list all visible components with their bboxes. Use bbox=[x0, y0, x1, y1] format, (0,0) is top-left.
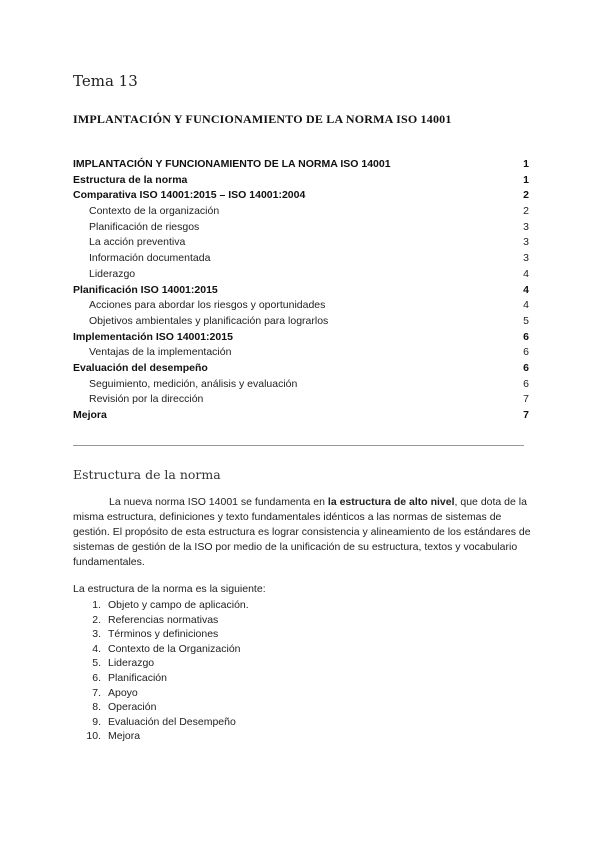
list-item bbox=[73, 671, 249, 686]
structure-list bbox=[73, 598, 249, 744]
toc-entry[interactable] bbox=[73, 188, 529, 204]
list-item-number: 2. bbox=[92, 613, 101, 626]
list-item-number: 9. bbox=[92, 715, 101, 728]
toc-entry-page: 4 bbox=[523, 267, 529, 280]
list-item-number: 4. bbox=[92, 642, 101, 655]
toc-entry[interactable] bbox=[73, 361, 529, 377]
list-item-number: 6. bbox=[92, 671, 101, 684]
toc-entry-page: 7 bbox=[523, 393, 529, 406]
list-item-text: Mejora bbox=[108, 730, 141, 743]
list-item bbox=[73, 613, 249, 628]
toc-entry[interactable] bbox=[73, 283, 529, 299]
paragraph-bold-text: la estructura de alto nivel bbox=[327, 496, 455, 508]
toc-entry-page: 4 bbox=[523, 299, 529, 312]
toc-entry-title: Acciones para abordar los riesgos y oportunidades bbox=[89, 299, 326, 312]
paragraph-text-start: La nueva norma ISO 14001 se fundamenta en bbox=[109, 496, 328, 508]
list-item bbox=[73, 642, 249, 657]
section-divider bbox=[73, 445, 524, 446]
list-item-number: 5. bbox=[92, 657, 101, 670]
toc-entry[interactable] bbox=[73, 330, 529, 346]
list-item bbox=[73, 729, 249, 744]
list-item bbox=[73, 627, 249, 642]
toc-entry[interactable] bbox=[73, 408, 529, 424]
list-item-text: Contexto de la Organización bbox=[108, 642, 241, 655]
toc-entry-page: 5 bbox=[523, 314, 529, 327]
chapter-label: Tema 13 bbox=[73, 72, 138, 90]
toc-entry[interactable] bbox=[73, 173, 529, 189]
toc-entry-page: 6 bbox=[523, 361, 529, 374]
toc-entry-page: 4 bbox=[523, 283, 529, 296]
list-item-number: 8. bbox=[92, 701, 101, 714]
document-title: IMPLANTACIÓN Y FUNCIONAMIENTO DE LA NORMA ISO 14001 bbox=[73, 112, 452, 126]
toc-entry[interactable] bbox=[73, 377, 529, 393]
toc-entry-page: 6 bbox=[523, 330, 529, 343]
intro-paragraph bbox=[73, 495, 535, 570]
toc-entry-page: 1 bbox=[523, 173, 529, 186]
toc-entry-title: IMPLANTACIÓN Y FUNCIONAMIENTO DE LA NORMA ISO 14001 bbox=[73, 158, 391, 170]
paragraph-text-end: , que dota de la misma estructura, definiciones y texto fundamentales idénticos a las normas de sistemas de gestión. El propósito de esta estructura es lograr consistencia y alineamiento de los estándares de sistemas de gestión de la ISO por medio de la unificación de su estructura, textos y vocabulario fundamentales. bbox=[73, 496, 531, 568]
toc-entry[interactable] bbox=[73, 157, 529, 173]
toc-entry-page: 3 bbox=[523, 236, 529, 249]
toc-entry-title: Mejora bbox=[73, 409, 107, 421]
section-heading: Estructura de la norma bbox=[73, 467, 221, 482]
table-of-contents bbox=[73, 157, 529, 424]
toc-entry-title: Información documentada bbox=[89, 252, 211, 265]
toc-entry-page: 3 bbox=[523, 252, 529, 265]
toc-entry-title: Planificación de riesgos bbox=[89, 220, 200, 233]
list-item-text: Objeto y campo de aplicación. bbox=[108, 599, 249, 611]
toc-entry-page: 2 bbox=[523, 189, 529, 202]
toc-entry[interactable] bbox=[73, 345, 529, 361]
toc-entry-title: Seguimiento, medición, análisis y evaluación bbox=[89, 377, 298, 390]
list-item-text: Operación bbox=[108, 701, 157, 714]
list-item-text: Evaluación del Desempeño bbox=[108, 715, 236, 728]
list-item bbox=[73, 598, 249, 613]
toc-entry-page: 7 bbox=[523, 409, 529, 421]
toc-entry-page: 2 bbox=[523, 205, 529, 218]
list-item-text: Referencias normativas bbox=[108, 613, 219, 626]
toc-entry[interactable] bbox=[73, 251, 529, 267]
list-item-number: 7. bbox=[92, 686, 101, 699]
toc-entry-page: 3 bbox=[523, 220, 529, 233]
toc-entry-title: Liderazgo bbox=[89, 267, 136, 280]
list-item-text: Términos y definiciones bbox=[108, 628, 219, 641]
list-item bbox=[73, 700, 249, 715]
toc-entry[interactable] bbox=[73, 392, 529, 408]
list-item bbox=[73, 656, 249, 671]
toc-entry[interactable] bbox=[73, 235, 529, 251]
list-item-number: 1. bbox=[92, 599, 101, 611]
list-intro: La estructura de la norma es la siguiente: bbox=[73, 583, 266, 595]
toc-entry[interactable] bbox=[73, 204, 529, 220]
toc-entry[interactable] bbox=[73, 220, 529, 236]
toc-entry-title: Ventajas de la implementación bbox=[89, 346, 232, 359]
list-item bbox=[73, 686, 249, 701]
toc-entry-title: Contexto de la organización bbox=[89, 205, 220, 218]
toc-entry-title: Evaluación del desempeño bbox=[73, 361, 208, 374]
list-item-number: 10. bbox=[86, 730, 101, 743]
toc-entry[interactable] bbox=[73, 314, 529, 330]
toc-entry[interactable] bbox=[73, 267, 529, 283]
toc-entry-title: Comparativa ISO 14001:2015 – ISO 14001:2004 bbox=[73, 189, 306, 202]
toc-entry[interactable] bbox=[73, 298, 529, 314]
toc-entry-page: 6 bbox=[523, 377, 529, 390]
list-item-text: Planificación bbox=[108, 671, 167, 684]
list-item-number: 3. bbox=[92, 628, 101, 641]
toc-entry-title: Estructura de la norma bbox=[73, 173, 188, 186]
list-item bbox=[73, 715, 249, 730]
toc-entry-title: La acción preventiva bbox=[89, 236, 186, 249]
toc-entry-title: Revisión por la dirección bbox=[89, 393, 204, 406]
list-item-text: Apoyo bbox=[108, 686, 138, 699]
toc-entry-page: 1 bbox=[523, 158, 529, 170]
toc-entry-title: Planificación ISO 14001:2015 bbox=[73, 283, 218, 296]
list-item-text: Liderazgo bbox=[108, 657, 155, 670]
toc-entry-title: Implementación ISO 14001:2015 bbox=[73, 330, 233, 343]
toc-entry-title: Objetivos ambientales y planificación para lograrlos bbox=[89, 314, 329, 327]
toc-entry-page: 6 bbox=[523, 346, 529, 359]
